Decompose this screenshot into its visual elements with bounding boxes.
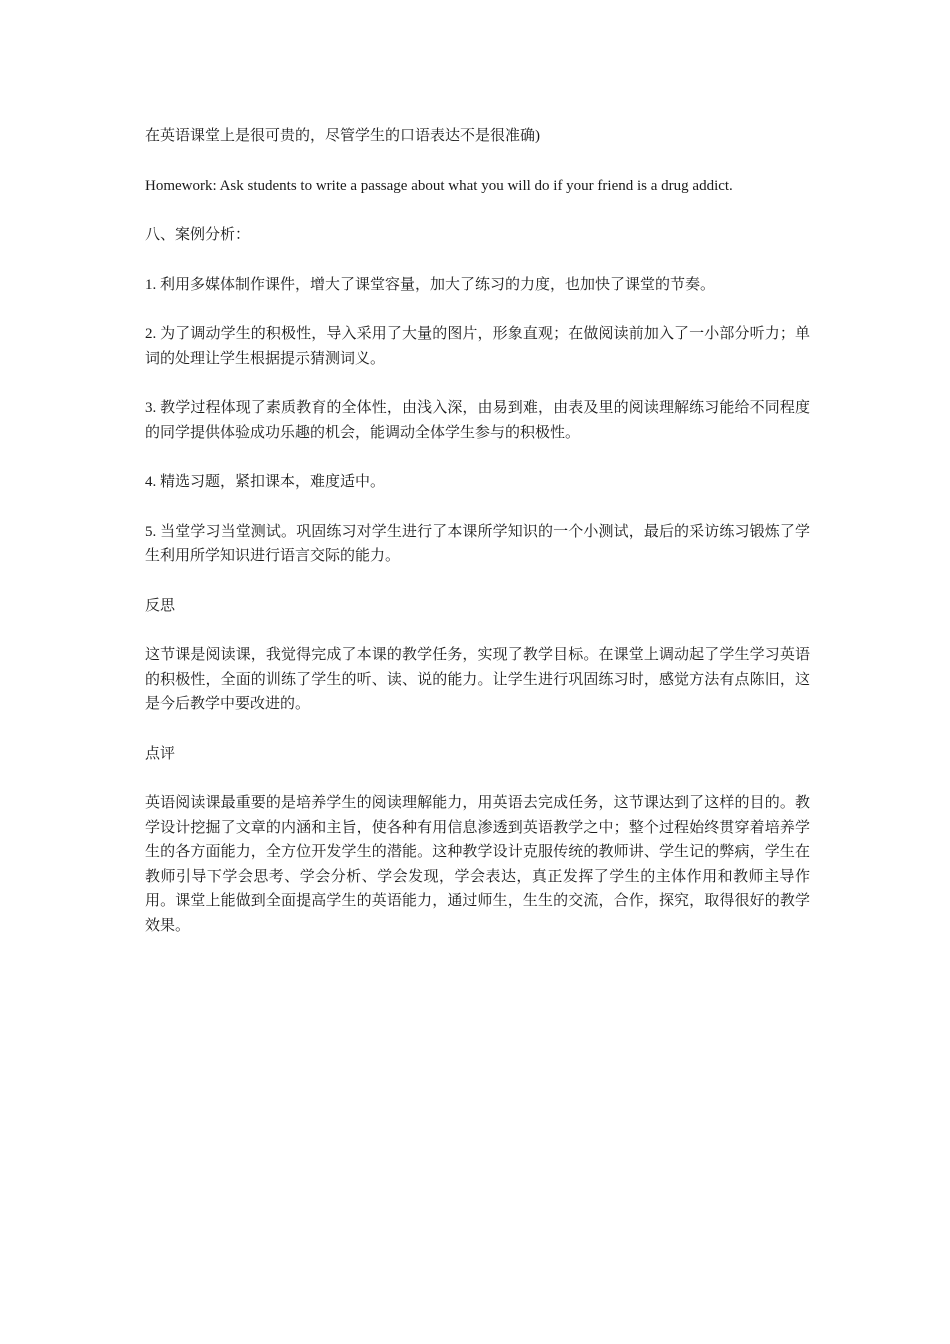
paragraph-homework: Homework: Ask students to write a passage about what you will do if your friend is a drug addict. [145, 177, 733, 194]
analysis-item-4: 4. 精选习题，紧扣课本，难度适中。 [145, 474, 386, 490]
analysis-item-2: 2. 为了调动学生的积极性，导入采用了大量的图片，形象直观；在做阅读前加入了一小部分听力；单词的处理让学生根据提示猜测词义。 [145, 326, 810, 367]
analysis-item-5: 5. 当堂学习当堂测试。巩固练习对学生进行了本课所学知识的一个小测试，最后的采访练习锻炼了学生利用所学知识进行语言交际的能力。 [145, 523, 810, 564]
document-body [145, 124, 810, 963]
section-heading-reflection: 反思 [145, 597, 176, 614]
analysis-item-3: 3. 教学过程体现了素质教育的全体性，由浅入深，由易到难，由表及里的阅读理解练习能给不同程度的同学提供体验成功乐趣的机会，能调动全体学生参与的积极性。 [145, 400, 810, 441]
section-heading-comment: 点评 [145, 745, 176, 762]
paragraph-continuation: 在英语课堂上是很可贵的，尽管学生的口语表达不是很准确) [145, 128, 540, 144]
reflection-paragraph: 这节课是阅读课，我觉得完成了本课的教学任务，实现了教学目标。在课堂上调动起了学生学习英语的积极性，全面的训练了学生的听、读、说的能力。让学生进行巩固练习时，感觉方法有点陈旧，这是今后教学中要改进的。 [145, 647, 810, 712]
section-heading-case-analysis: 八、案例分析： [145, 227, 251, 243]
analysis-item-1: 1. 利用多媒体制作课件，增大了课堂容量，加大了练习的力度，也加快了课堂的节奏。 [145, 276, 716, 293]
comment-paragraph: 英语阅读课最重要的是培养学生的阅读理解能力，用英语去完成任务，这节课达到了这样的目的。教学设计挖掘了文章的内涵和主旨，使各种有用信息渗透到英语教学之中；整个过程始终贯穿着培养学生的各方面能力，全方位开发学生的潜能。这种教学设计克服传统的教师讲、学生记的弊病，学生在教师引导下学会思考、学会分析、学会发现，学会表达，真正发挥了学生的主体作用和教师主导作用。课堂上能做到全面提高学生的英语能力，通过师生，生生的交流，合作，探究，取得很好的教学效果。 [145, 795, 810, 934]
